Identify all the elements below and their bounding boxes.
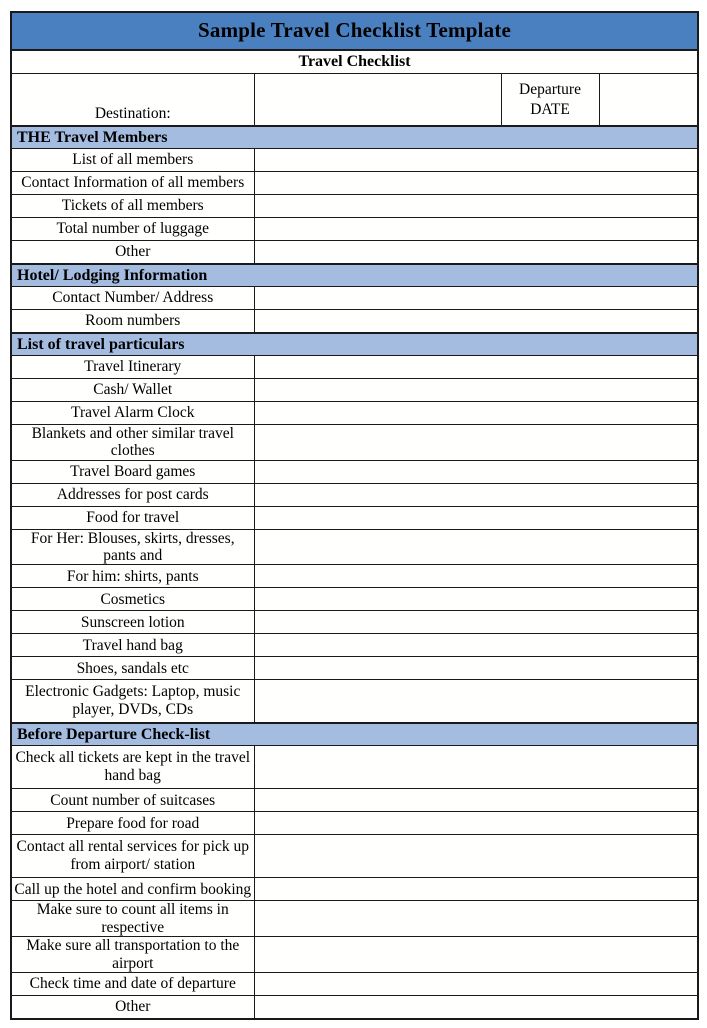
destination-input[interactable] [254,74,501,127]
checklist-item-row [11,588,698,611]
checklist-item-label: Tickets of all members [11,195,254,218]
checklist-item-label: Call up the hotel and confirm booking [11,878,254,901]
section-heading: Hotel/ Lodging Information [11,264,698,287]
checklist-item-row [11,812,698,835]
section-header-row [11,723,698,746]
checklist-item-value[interactable] [254,506,698,529]
trip-meta-row [11,74,698,127]
checklist-item-row [11,506,698,529]
checklist-item-label: Other [11,995,254,1019]
checklist-item-row [11,789,698,812]
departure-date-input[interactable] [599,74,698,127]
checklist-item-value[interactable] [254,878,698,901]
checklist-item-value[interactable] [254,402,698,425]
departure-date-label-line2: DATE [530,100,570,118]
checklist-item-label: Travel Itinerary [11,356,254,379]
checklist-item-row [11,172,698,195]
checklist-item-value[interactable] [254,310,698,334]
checklist-item-row [11,149,698,172]
checklist-item-label: For Her: Blouses, skirts, dresses, pants and [11,529,254,565]
checklist-item-label: Sunscreen lotion [11,611,254,634]
checklist-item-row [11,425,698,461]
checklist-item-value[interactable] [254,565,698,588]
checklist-item-value[interactable] [254,379,698,402]
checklist-item-value[interactable] [254,901,698,937]
departure-date-label [501,74,599,127]
checklist-item-value[interactable] [254,218,698,241]
checklist-item-value[interactable] [254,746,698,789]
checklist-item-row [11,379,698,402]
departure-date-label-line1: Departure [519,81,581,99]
checklist-item-row [11,972,698,995]
checklist-item-value[interactable] [254,611,698,634]
checklist-item-row [11,483,698,506]
checklist-item-value[interactable] [254,149,698,172]
checklist-item-label: Travel hand bag [11,634,254,657]
checklist-item-label: Check time and date of departure [11,972,254,995]
checklist-item-value[interactable] [254,995,698,1019]
checklist-item-row [11,680,698,724]
section-heading: Before Departure Check-list [11,723,698,746]
section-heading: List of travel particulars [11,333,698,356]
section-heading: THE Travel Members [11,126,698,149]
checklist-item-value[interactable] [254,680,698,724]
checklist-item-row [11,937,698,973]
checklist-item-label: Contact Number/ Address [11,287,254,310]
checklist-item-value[interactable] [254,172,698,195]
checklist-item-row [11,529,698,565]
travel-checklist-table [10,11,699,1020]
checklist-item-label: Addresses for post cards [11,483,254,506]
sheet-bottom-spacer [10,1020,697,1028]
checklist-item-value[interactable] [254,937,698,973]
checklist-item-row [11,356,698,379]
checklist-item-row [11,218,698,241]
checklist-item-label: Cosmetics [11,588,254,611]
checklist-item-row [11,310,698,334]
checklist-item-row [11,287,698,310]
checklist-item-value[interactable] [254,972,698,995]
checklist-item-value[interactable] [254,483,698,506]
checklist-item-value[interactable] [254,812,698,835]
checklist-item-row [11,835,698,878]
page-title: Sample Travel Checklist Template [11,12,698,50]
checklist-item-label: Count number of suitcases [11,789,254,812]
checklist-item-value[interactable] [254,789,698,812]
checklist-sheet [10,11,697,1028]
checklist-item-label: For him: shirts, pants [11,565,254,588]
document-subtitle-row [11,50,698,74]
checklist-item-label: Food for travel [11,506,254,529]
checklist-item-row [11,565,698,588]
checklist-item-row [11,901,698,937]
checklist-item-value[interactable] [254,425,698,461]
checklist-item-label: Other [11,241,254,265]
checklist-item-label: Check all tickets are kept in the travel hand bag [11,746,254,789]
checklist-item-label: Contact all rental services for pick up from airport/ station [11,835,254,878]
checklist-item-label: Room numbers [11,310,254,334]
checklist-item-value[interactable] [254,195,698,218]
checklist-item-label: Cash/ Wallet [11,379,254,402]
checklist-item-row [11,878,698,901]
checklist-item-row [11,195,698,218]
checklist-item-label: Make sure all transportation to the airport [11,937,254,973]
section-header-row [11,333,698,356]
checklist-item-value[interactable] [254,588,698,611]
checklist-item-label: List of all members [11,149,254,172]
section-header-row [11,264,698,287]
checklist-item-label: Prepare food for road [11,812,254,835]
checklist-item-row [11,611,698,634]
checklist-item-value[interactable] [254,356,698,379]
checklist-item-row [11,657,698,680]
checklist-item-label: Total number of luggage [11,218,254,241]
checklist-item-row [11,634,698,657]
checklist-item-label: Blankets and other similar travel clothes [11,425,254,461]
checklist-item-label: Contact Information of all members [11,172,254,195]
document-title-row [11,12,698,50]
checklist-item-label: Shoes, sandals etc [11,657,254,680]
document-subtitle: Travel Checklist [11,50,698,74]
checklist-item-value[interactable] [254,657,698,680]
checklist-item-label: Travel Alarm Clock [11,402,254,425]
checklist-item-row [11,995,698,1019]
checklist-item-row [11,746,698,789]
checklist-item-value[interactable] [254,287,698,310]
destination-label: Destination: [11,74,254,127]
checklist-item-label: Travel Board games [11,460,254,483]
checklist-item-label: Make sure to count all items in respective [11,901,254,937]
checklist-item-value[interactable] [254,634,698,657]
section-header-row [11,126,698,149]
checklist-item-value[interactable] [254,241,698,265]
checklist-item-value[interactable] [254,835,698,878]
checklist-item-row [11,460,698,483]
checklist-item-label: Electronic Gadgets: Laptop, music player, DVDs, CDs [11,680,254,724]
checklist-item-row [11,241,698,265]
checklist-item-value[interactable] [254,529,698,565]
checklist-item-value[interactable] [254,460,698,483]
checklist-item-row [11,402,698,425]
